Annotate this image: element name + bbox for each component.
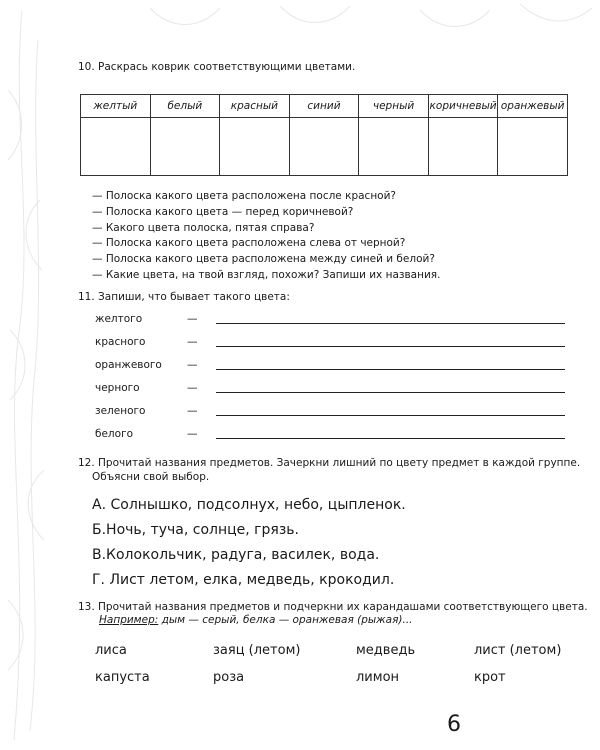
word-item[interactable]: роза — [213, 670, 245, 685]
dash: — — [187, 313, 198, 325]
dash: — — [187, 405, 198, 417]
question-line: — Какие цвета, на твой взгляд, похожи? Запиши их названия. — [92, 268, 441, 281]
question-line: — Какого цвета полоска, пятая справа? — [92, 221, 315, 234]
example-text: дым — серый, белка — оранжевая (рыжая)... — [158, 614, 413, 626]
dash: — — [187, 382, 198, 394]
color-header-cell: красный — [220, 95, 290, 118]
color-rug-table — [80, 94, 568, 176]
task13-heading: 13. Прочитай названия предметов и подчеркни их карандашами соответствующего цвета. — [78, 601, 588, 613]
answer-line[interactable] — [216, 392, 565, 393]
task12-heading-line2: Объясни свой выбор. — [92, 471, 210, 483]
task10-questions — [92, 189, 440, 284]
color-row-label: белого — [95, 428, 134, 440]
answer-line[interactable] — [216, 438, 565, 439]
example-label: Например: — [99, 614, 159, 626]
rug-stripe-cell[interactable] — [220, 118, 290, 176]
color-row-label: черного — [95, 382, 140, 394]
color-header-cell: коричневый — [428, 95, 498, 118]
color-header-cell: черный — [359, 95, 429, 118]
color-answer-row — [95, 405, 565, 421]
answer-line[interactable] — [216, 415, 565, 416]
rug-stripe-cell[interactable] — [428, 118, 498, 176]
page-number: 6 — [447, 712, 461, 737]
word-item[interactable]: лимон — [356, 670, 400, 685]
group-a[interactable]: А. Солнышко, подсолнух, небо, цыпленок. — [92, 497, 406, 513]
word-item[interactable]: медведь — [356, 643, 416, 658]
rug-stripe-cell[interactable] — [359, 118, 429, 176]
color-row-label: красного — [95, 336, 146, 348]
group-c[interactable]: В.Колокольчик, радуга, василек, вода. — [92, 547, 380, 563]
group-d[interactable]: Г. Лист летом, елка, медведь, крокодил. — [92, 572, 395, 588]
dash: — — [187, 359, 198, 371]
answer-line[interactable] — [216, 346, 565, 347]
task12-heading: 12. Прочитай названия предметов. Зачеркни лишний по цвету предмет в каждой группе. — [78, 457, 581, 469]
rug-stripe-cell[interactable] — [289, 118, 359, 176]
color-answer-row — [95, 428, 565, 444]
dash: — — [187, 336, 198, 348]
color-answer-row — [95, 359, 565, 375]
task11-heading: 11. Запиши, что бывает такого цвета: — [78, 291, 290, 303]
question-line: — Полоска какого цвета — перед коричневой? — [92, 205, 354, 218]
group-b[interactable]: Б.Ночь, туча, солнце, грязь. — [92, 522, 299, 538]
question-line: — Полоска какого цвета расположена слева от черной? — [92, 237, 406, 250]
color-header-cell: белый — [150, 95, 220, 118]
color-row-label: оранжевого — [95, 359, 162, 371]
color-row-label: желтого — [95, 313, 143, 325]
color-header-cell: синий — [289, 95, 359, 118]
color-row-label: зеленого — [95, 405, 146, 417]
answer-line[interactable] — [216, 323, 565, 324]
color-header-cell: оранжевый — [498, 95, 568, 118]
rug-stripe-cell[interactable] — [81, 118, 151, 176]
color-header-cell: желтый — [81, 95, 151, 118]
word-item[interactable]: лиса — [95, 643, 127, 658]
color-answer-row — [95, 336, 565, 352]
word-item[interactable]: лист (летом) — [474, 643, 562, 658]
word-item[interactable]: капуста — [95, 670, 150, 685]
question-line: — Полоска какого цвета расположена между синей и белой? — [92, 253, 435, 266]
answer-line[interactable] — [216, 369, 565, 370]
task10-heading: 10. Раскрась коврик соответствующими цветами. — [78, 61, 356, 73]
word-item[interactable]: заяц (летом) — [213, 643, 301, 658]
dash: — — [187, 428, 198, 440]
word-item[interactable]: крот — [474, 670, 506, 685]
rug-stripe-cell[interactable] — [498, 118, 568, 176]
question-line: — Полоска какого цвета расположена после красной? — [92, 190, 397, 202]
color-answer-row — [95, 382, 565, 398]
task13-example — [99, 614, 413, 626]
color-answer-row — [95, 313, 565, 329]
rug-stripe-cell[interactable] — [150, 118, 220, 176]
